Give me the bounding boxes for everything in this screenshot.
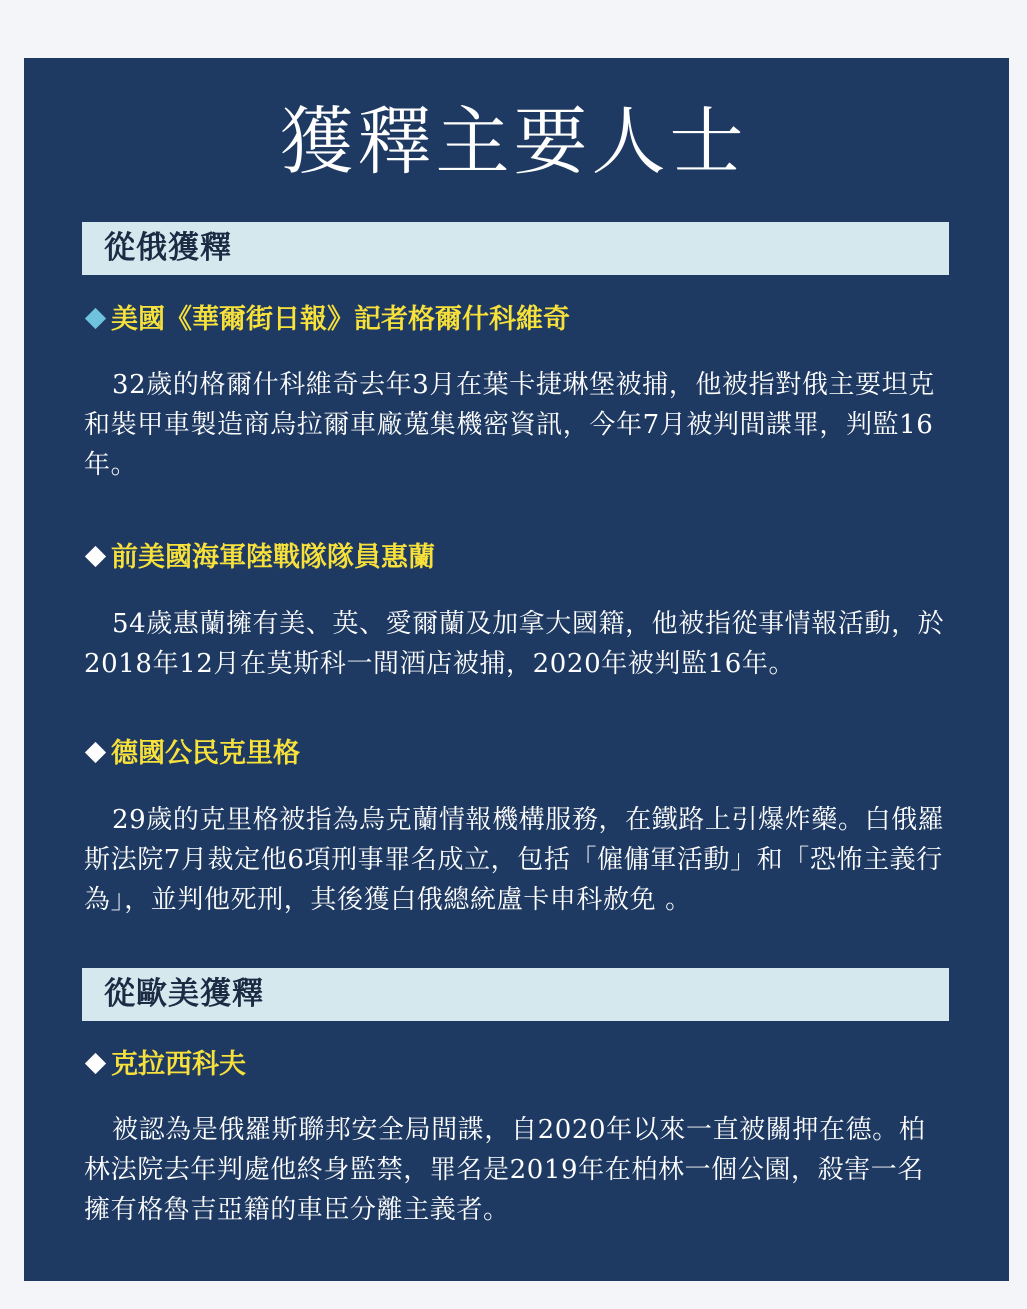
entry-body-whelan: 54歲惠蘭擁有美、英、愛爾蘭及加拿大國籍，他被指從事情報活動，於2018年12月在莫斯科一間酒店被捕，2020年被判監16年。 — [84, 609, 945, 679]
diamond-bullet-icon — [85, 742, 106, 763]
entry-body-krasikov: 被認為是俄羅斯聯邦安全局間諜，自2020年以來一直被關押在德。柏林法院去年判處他終身監禁，罪名是2019年在柏林一個公園，殺害一名擁有格魯吉亞籍的車臣分離主義者。 — [84, 1115, 926, 1225]
section-label: 從歐美獲釋 — [104, 976, 264, 1012]
entry-heading-whelan — [84, 540, 435, 576]
entry-heading-text: 德國公民克里格 — [111, 738, 300, 769]
diamond-bullet-icon — [85, 546, 106, 567]
entry-body-gershkovich: 32歲的格爾什科維奇去年3月在葉卡捷琳堡被捕，他被指對俄主要坦克和裝甲車製造商烏拉爾車廠蒐集機密資訊，今年7月被判間諜罪，判監16年。 — [84, 370, 935, 480]
entry-heading-text: 前美國海軍陸戰隊隊員惠蘭 — [111, 542, 435, 573]
entry-heading-krieger — [84, 736, 300, 772]
entry-heading-text: 美國《華爾街日報》記者格爾什科維奇 — [111, 304, 570, 335]
section-label: 從俄獲釋 — [104, 230, 232, 266]
diamond-bullet-icon — [85, 308, 106, 329]
diamond-bullet-icon — [85, 1053, 106, 1074]
section-header-from-west — [82, 968, 949, 1021]
entry-heading-gershkovich — [84, 302, 570, 338]
entry-heading-text: 克拉西科夫 — [111, 1049, 246, 1080]
page-title: 獲釋主要人士 — [279, 99, 748, 185]
entry-body-krieger: 29歲的克里格被指為烏克蘭情報機構服務，在鐵路上引爆炸藥。白俄羅斯法院7月裁定他6項刑事罪名成立，包括「僱傭軍活動」和「恐怖主義行為」，並判他死刑，其後獲白俄總統盧卡申科赦免 。 — [84, 805, 945, 915]
section-header-from-russia — [82, 222, 949, 275]
entry-heading-krasikov — [84, 1047, 246, 1083]
